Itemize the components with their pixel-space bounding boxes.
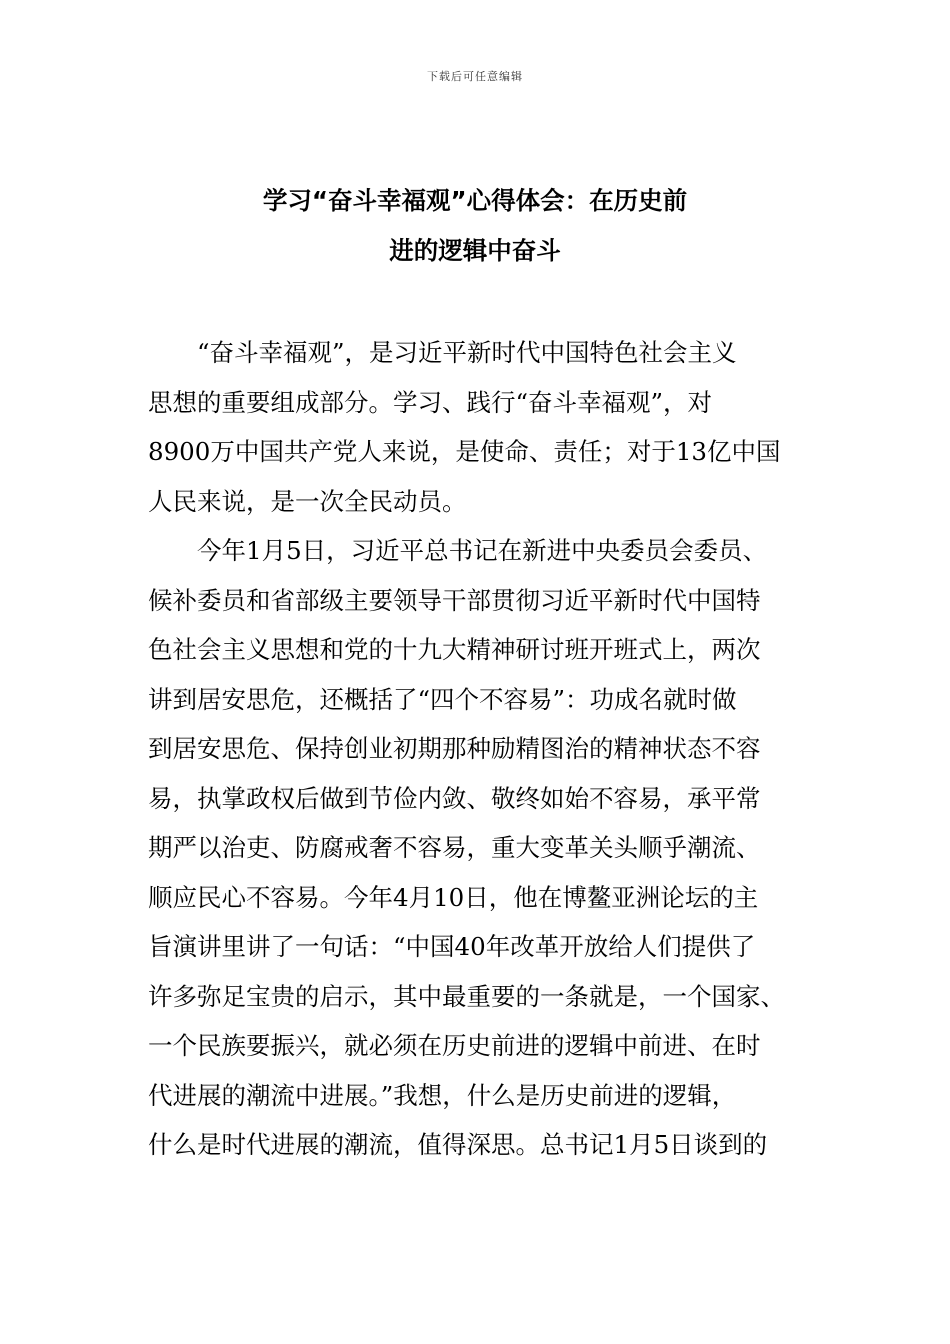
paragraph-line: 色社会主义思想和党的十九大精神研讨班开班式上，两次	[148, 635, 761, 664]
paragraph-line: 什么是时代进展的潮流，值得深思。总书记1月5日谈到的	[148, 1130, 768, 1159]
paragraph-line: “奋斗幸福观”，是习近平新时代中国特色社会主义	[197, 338, 737, 367]
title-line: 学习“奋斗幸福观”心得体会：在历史前	[262, 186, 688, 215]
paragraph-line: 思想的重要组成部分。学习、践行“奋斗幸福观”，对	[148, 387, 713, 417]
paragraph-line: 易，执掌政权后做到节俭内敛、敬终如始不容易，承平常	[148, 783, 761, 813]
paragraph-2	[148, 526, 810, 1170]
title-line: 进的逻辑中奋斗	[389, 235, 561, 265]
paragraph-line: 许多弥足宝贵的启示，其中最重要的一条就是，一个国家、	[148, 981, 785, 1011]
paragraph-line: 讲到居安思危，还概括了“四个不容易”：功成名就时做	[148, 684, 737, 714]
paragraph-line: 候补委员和省部级主要领导干部贯彻习近平新时代中国特	[148, 585, 761, 615]
document-title	[150, 176, 800, 275]
header-note: 下载后可任意编辑	[427, 70, 523, 83]
paragraph-line: 期严以治吏、防腐戒奢不容易，重大变革关头顺乎潮流、	[148, 833, 761, 862]
paragraph-1	[148, 328, 810, 526]
document-body	[148, 328, 810, 1170]
paragraph-line: 8900万中国共产党人来说，是使命、责任；对于13亿中国	[148, 437, 781, 466]
paragraph-line: 代进展的潮流中进展。”我想，什么是历史前进的逻辑，	[148, 1080, 737, 1110]
paragraph-line: 旨演讲里讲了一句话：“中国40年改革开放给人们提供了	[148, 932, 756, 961]
paragraph-line: 今年1月5日，习近平总书记在新进中央委员会委员、	[197, 536, 768, 565]
paragraph-line: 到居安思危、保持创业初期那种励精图治的精神状态不容	[148, 734, 761, 763]
paragraph-line: 顺应民心不容易。今年4月10日，他在博鳌亚洲论坛的主	[148, 882, 759, 912]
paragraph-line: 人民来说，是一次全民动员。	[148, 486, 467, 516]
paragraph-line: 一个民族要振兴，就必须在历史前进的逻辑中前进、在时	[148, 1031, 761, 1060]
